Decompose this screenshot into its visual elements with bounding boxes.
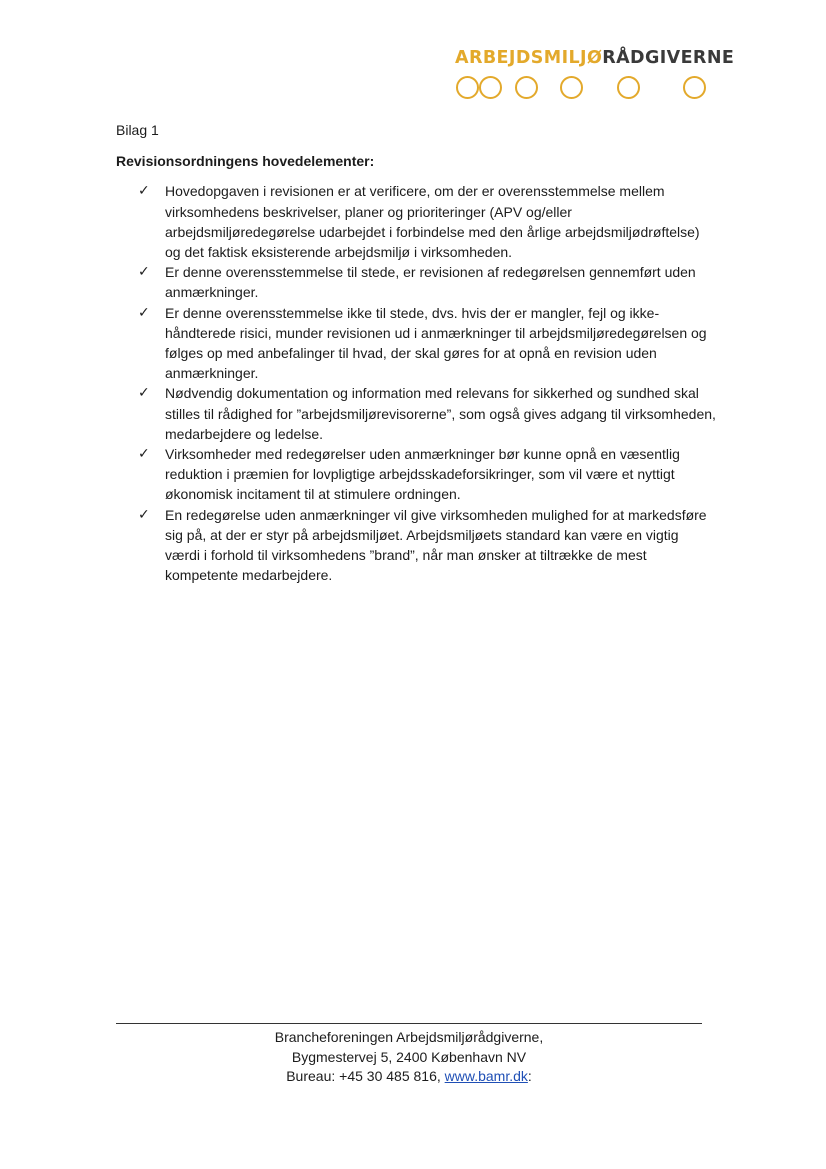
footer-divider: [116, 1023, 702, 1024]
checklist-item-text: Er denne overensstemmelse ikke til stede, dvs. hvis der er mangler, fejl og ikke-håndterede risici, munder revisionen ud i anmærkninger til arbejdsmiljøredegørelsen og følges op med anbefalinger til hvad, der skal gøres for at opnå en revision uden anmærkninger.: [165, 304, 707, 382]
logo-circle-icon: [479, 76, 502, 99]
checklist-item: [116, 383, 716, 444]
logo-circles: [455, 76, 711, 104]
checklist-item: [116, 303, 716, 384]
logo-circle-icon: [617, 76, 640, 99]
footer-organization: Brancheforeningen Arbejdsmiljørådgiverne,: [274, 1029, 544, 1045]
checklist-item: [116, 181, 716, 262]
check-mark-icon: ✓: [138, 183, 150, 200]
logo-circle-icon: [560, 76, 583, 99]
footer-address: Bygmestervej 5, 2400 København NV: [291, 1048, 527, 1065]
footer-phone: Bureau: +45 30 485 816,: [286, 1068, 445, 1084]
checklist-item-text: Hovedopgaven i revisionen er at verificere, om der er overensstemmelse mellem virksomhedens beskrivelser, planer og prioriteringer (APV og/eller arbejdsmiljøredegørelse udarbejdet i forbindelse med den årlige arbejdsmiljødrøftelse) og det faktisk eksisterende arbejdsmiljø i virksomheden.: [165, 183, 700, 261]
checklist-item: [116, 444, 716, 505]
checklist-item-text: En redegørelse uden anmærkninger vil give virksomheden mulighed for at markedsføre sig på, at der er styr på arbejdsmiljøet. Arbejdsmiljøets standard kan være en vigtig værdi i forhold til virksomhedens ”brand”, når man ønsker at tiltrække de mest kompetente medarbejdere.: [165, 506, 707, 584]
checklist-item-text: Virksomheder med redegørelser uden anmærkninger bør kunne opnå en væsentlig reduktion i præmien for lovpligtige arbejdsskadeforsikringer, som vil være et nyttigt økonomisk incitament til at stimulere ordningen.: [165, 446, 680, 503]
footer-contact: [116, 1067, 702, 1087]
logo-circle-icon: [515, 76, 538, 99]
logo-text-part1: ARBEJDSMILJØ: [455, 48, 603, 68]
checklist-item: [116, 505, 716, 586]
check-mark-icon: ✓: [138, 446, 150, 463]
brand-logo: [455, 48, 735, 104]
check-mark-icon: ✓: [138, 506, 150, 523]
logo-circle-icon: [683, 76, 706, 99]
logo-text-part2: RÅDGIVERNE: [602, 48, 735, 68]
checklist-item-text: Er denne overensstemmelse til stede, er revisionen af redegørelsen gennemført uden anmærkninger.: [165, 264, 696, 301]
section-heading: Revisionsordningens hovedelementer:: [116, 153, 375, 170]
logo-circle-icon: [456, 76, 479, 99]
footer-suffix: :: [527, 1068, 532, 1084]
check-mark-icon: ✓: [138, 264, 150, 281]
document-body: [116, 120, 716, 585]
logo-wordmark: [455, 48, 735, 68]
checklist-item-text: Nødvendig dokumentation og information med relevans for sikkerhed og sundhed skal stilles til rådighed for ”arbejdsmiljørevisorerne”, som også gives adgang til virksomheden, medarbejdere og ledelse.: [165, 385, 716, 442]
annex-label: Bilag 1: [116, 122, 159, 138]
check-mark-icon: ✓: [138, 304, 150, 321]
website-link[interactable]: www.bamr.dk: [444, 1068, 528, 1084]
check-mark-icon: ✓: [138, 385, 150, 402]
footer: [116, 1028, 702, 1087]
checklist: [116, 181, 716, 585]
checklist-item: [116, 262, 716, 302]
